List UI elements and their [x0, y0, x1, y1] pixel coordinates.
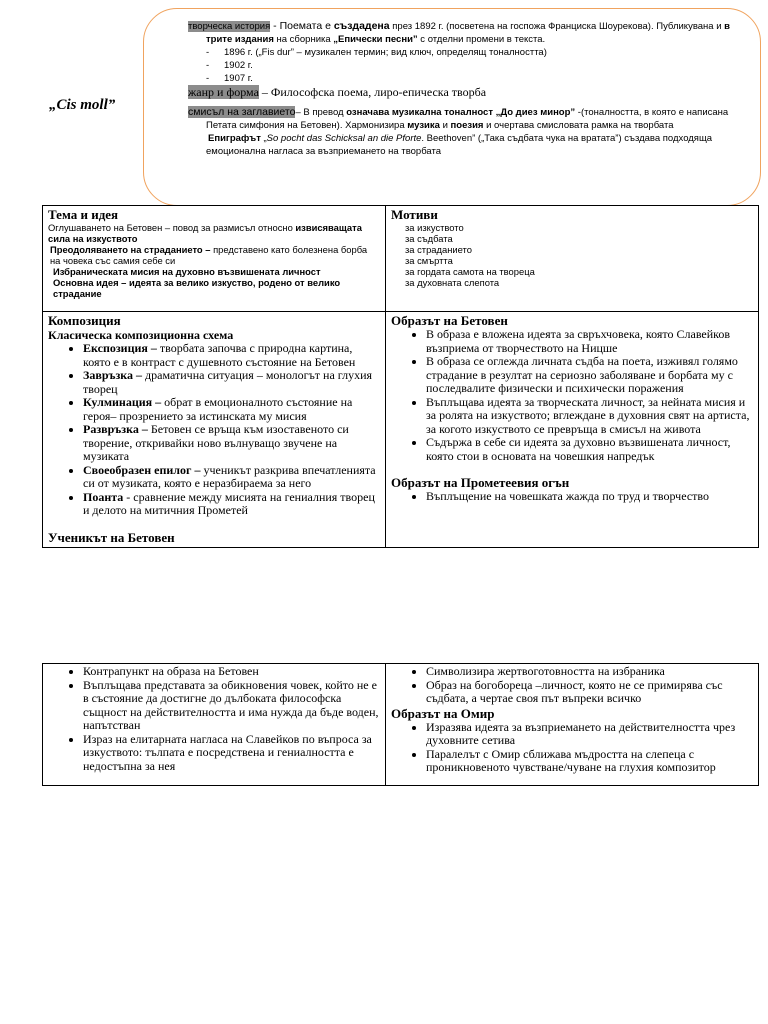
epigraph-line: Епиграфът „So pocht das Schicksal an die Pforte. Beethoven” („Така съдбата чука на вратата”) създава подходяща: [208, 133, 713, 144]
list-item: • Образ на богобореца –личност, която не се примирява със съдбата, а чертае своя път въпреки всичко: [426, 679, 753, 706]
list-item: • Завръзка – драматична ситуация – монологът на глухия творец: [83, 369, 380, 396]
list-item: • Символизира жертвоготовността на избраника: [426, 665, 753, 679]
motifs-heading: Мотиви: [391, 207, 438, 222]
table-row: [43, 206, 759, 312]
motif-item: за страданието: [405, 244, 472, 255]
callout-content: [188, 20, 748, 158]
theme-line: Оглушаването на Бетовен – повод за размисъл относно извисяващата сила на изкуството: [48, 222, 362, 244]
homer-list: [391, 721, 753, 775]
composition-heading: Композиция: [48, 313, 121, 328]
meaning-line-2: Петата симфония на Бетовен). Хармонизира музика и поезия и очертава смисловата рамка на творбата: [206, 120, 674, 131]
theme-heading: Тема и идея: [48, 207, 119, 222]
table-row: [43, 312, 759, 548]
list-item: • Развръзка – Бетовен се връща към изоставеното си творение, откривайки ново вълнуващо звучене на музиката: [83, 423, 380, 464]
beethoven-heading: Образът на Бетовен: [391, 313, 508, 328]
fire-list-continued: [391, 665, 753, 706]
genre-label: жанр и форма: [188, 85, 259, 99]
fire-list: [391, 490, 753, 504]
motif-item: за изкуството: [405, 222, 464, 233]
history-line-2: трите издания на сборника „Епически песни” с отделни промени в текста.: [206, 34, 546, 45]
theme-line: Избраническата мисия на духовно възвишената личност: [53, 266, 321, 277]
fire-homer-cell: [386, 664, 759, 786]
genre-line: жанр и форма – Философска поема, лиро-епическа творба: [188, 85, 487, 99]
student-list: [48, 665, 380, 773]
edition-item: - 1902 г.: [206, 60, 253, 71]
list-item: • В образа се оглежда личната съдба на поета, изживял голямо страдание в резултат на сериозно заболяване и борбата му с последвалите физически и психически поражения: [426, 355, 753, 396]
list-item: • Израз на елитарната нагласа на Славейков по въпроса за изкуството: тълпата е посредствена и гениалността е недостъпна за нея: [83, 733, 380, 774]
list-item: • Съдържа в себе си идеята за духовно възвишената личност, която стои в основата на човешкия напредък: [426, 436, 753, 463]
fire-heading: Образът на Прометеевия огън: [391, 475, 570, 490]
list-item: • Въплъщава идеята за творческата личност, за нейната мисия и за ролята на изкуството; вглеждане в духовния свят на артиста, за когото изкуството се превръща в смисъл на живота: [426, 396, 753, 437]
history-label: творческа история: [188, 21, 271, 32]
poem-title: „Cis moll”: [49, 97, 116, 113]
list-item: • В образа е вложена идеята за свръхчовека, която Славейков възприема от творчеството на Ницше: [426, 328, 753, 355]
continuation-table: [42, 663, 759, 786]
theme-line: Преодоляването на страданието – представено като болезнена борба на човека със самия себе си: [50, 244, 368, 266]
motifs-cell: [386, 206, 759, 312]
edition-item: - 1896 г. („Fis dur” – музикален термин; вид ключ, определящ тоналността): [206, 47, 547, 58]
motif-item: за смъртта: [405, 255, 453, 266]
list-item: • Въплъщение на човешката жажда по труд и творчество: [426, 490, 753, 504]
epigraph-line-2: емоционална нагласа за възприемането на творбата: [206, 146, 442, 157]
list-item: • Въплъщава представата за обикновения човек, който не е в състояние да достигне до дълбоката философска същност на действителността и има нужда да бъде воден, напътстван: [83, 679, 380, 733]
list-item: • Кулминация – обрат в емоционалното състояние на героя– прозрението за истинската му мисия: [83, 396, 380, 423]
composition-cell: [43, 312, 386, 548]
motif-item: за гордата самота на твореца: [405, 266, 535, 277]
list-item: • Поанта - сравнение между мисията на гениалния творец и делото на митичния Прометей: [83, 491, 380, 518]
history-line: творческа история - Поемата е създадена през 1892 г. (посветена на госпожа Франциска Шоурекова). Публикувана и в: [188, 20, 730, 32]
motif-item: за духовната слепота: [405, 277, 500, 288]
list-item: • Експозиция – творбата започва с природна картина, която е в контраст с душевното състояние на Бетовен: [83, 342, 380, 369]
list-item: • Контрапункт на образа на Бетовен: [83, 665, 380, 679]
composition-list: [48, 342, 380, 518]
meaning-line: смисъл на заглавието– В превод означава музикална тоналност „До диез минор” -(тоналността, в която е написана: [188, 106, 729, 118]
beethoven-list: [391, 328, 753, 463]
homer-heading: Образът на Омир: [391, 705, 495, 721]
table-row: [43, 664, 759, 786]
theme-idea: Основна идея – идеята за велико изкуство, родено от велико страдание: [53, 277, 341, 299]
list-item: • Изразява идеята за възприемането на действителността чрез духовните сетива: [426, 721, 753, 748]
student-heading: Ученикът на Бетовен: [48, 529, 175, 545]
theme-cell: [43, 206, 386, 312]
beethoven-cell: [386, 312, 759, 548]
motif-item: за съдбата: [405, 233, 453, 244]
student-cell: [43, 664, 386, 786]
meaning-label: смисъл на заглавието: [188, 106, 296, 118]
list-item: • Паралелът с Омир сближава мъдростта на слепеца с проникновеното чувстване/чуване на глухия композитор: [426, 748, 753, 775]
list-item: • Своеобразен епилог – ученикът разкрива впечатленията си от музиката, която е неразбираема за него: [83, 464, 380, 491]
composition-subheading: Класическа композиционна схема: [48, 328, 234, 342]
main-table: [42, 205, 759, 548]
edition-item: - 1907 г.: [206, 73, 253, 84]
